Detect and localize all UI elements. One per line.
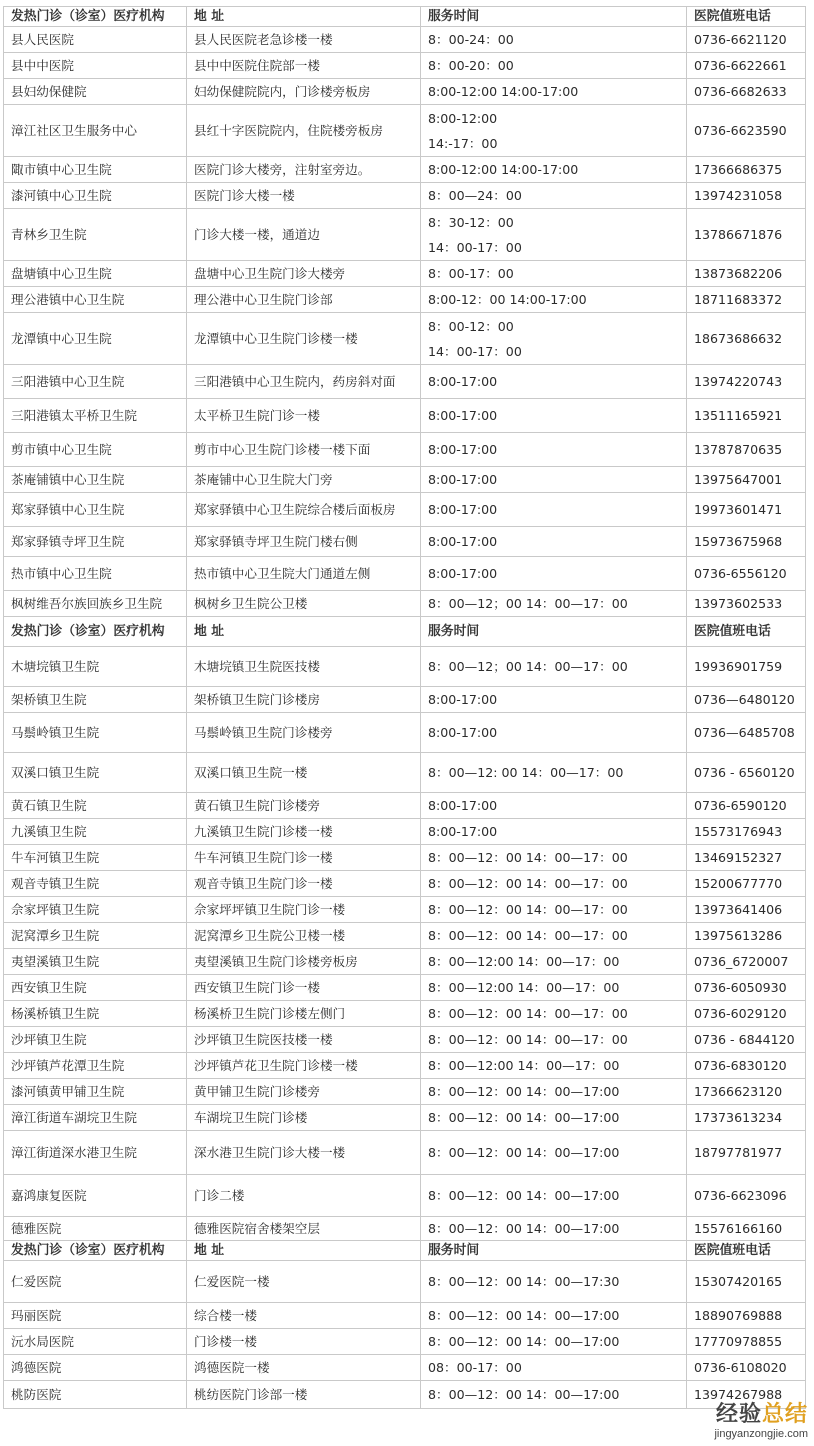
phone-cell: 13511165921 (687, 399, 806, 433)
institution-cell: 县妇幼保健院 (4, 79, 187, 105)
hours-line: 8:00-17:00 (428, 824, 498, 839)
hours-line: 8:00-17:00 (428, 692, 498, 707)
phone-cell: 0736-6556120 (687, 557, 806, 591)
hours-cell (421, 713, 687, 753)
hours-cell (421, 1261, 687, 1303)
phone-cell: 15576166160 (687, 1217, 806, 1241)
hours-line: 8：00—12：00 14：00—17:00 (428, 1084, 620, 1099)
phone-cell: 17366623120 (687, 1079, 806, 1105)
hours-cell (421, 1053, 687, 1079)
table-row (4, 819, 806, 845)
hours-line: 8:00-17:00 (428, 534, 498, 549)
address-cell: 黄石镇卫生院门诊楼旁 (187, 793, 421, 819)
institution-cell: 漆河镇黄甲铺卫生院 (4, 1079, 187, 1105)
table-row (4, 209, 806, 261)
institution-cell: 漳江社区卫生服务中心 (4, 105, 187, 157)
phone-cell: 17373613234 (687, 1105, 806, 1131)
hours-line: 8:00-17:00 (428, 472, 498, 487)
hours-line: 8：00—12：00 14：00—17:00 (428, 1110, 620, 1125)
institution-cell: 牛车河镇卫生院 (4, 845, 187, 871)
hours-line: 8：00—12：00 14：00—17：00 (428, 1006, 628, 1021)
hours-cell (421, 1079, 687, 1105)
phone-cell: 13975613286 (687, 923, 806, 949)
table-row (4, 793, 806, 819)
institution-cell: 漳江街道车湖垸卫生院 (4, 1105, 187, 1131)
phone-cell: 0736-6590120 (687, 793, 806, 819)
table-row (4, 433, 806, 467)
phone-cell: 13786671876 (687, 209, 806, 261)
hours-line: 8：00—12：00 14：00—17:00 (428, 1308, 620, 1323)
address-cell: 双溪口镇卫生院一楼 (187, 753, 421, 793)
hours-line: 8：00—12:00 14：00—17：00 (428, 1058, 620, 1073)
hours-cell (421, 365, 687, 399)
table-row (4, 1355, 806, 1381)
hours-cell (421, 949, 687, 975)
table-row (4, 1131, 806, 1175)
hours-cell (421, 433, 687, 467)
table-row (4, 591, 806, 617)
address-cell: 县红十字医院院内，住院楼旁板房 (187, 105, 421, 157)
table-row (4, 687, 806, 713)
table-row (4, 949, 806, 975)
phone-cell: 0736—6485708 (687, 713, 806, 753)
institution-cell: 漳江街道深水港卫生院 (4, 1131, 187, 1175)
institution-cell: 双溪口镇卫生院 (4, 753, 187, 793)
institution-cell: 玛丽医院 (4, 1303, 187, 1329)
address-cell: 医院门诊大楼一楼 (187, 183, 421, 209)
institution-cell: 县中中医院 (4, 53, 187, 79)
address-cell: 黄甲铺卫生院门诊楼旁 (187, 1079, 421, 1105)
hours-line: 14：00-17：00 (428, 239, 522, 255)
table-row (4, 527, 806, 557)
address-cell: 门诊楼一楼 (187, 1329, 421, 1355)
hours-line: 8：00-20：00 (428, 58, 514, 73)
phone-cell: 0736—6480120 (687, 687, 806, 713)
phone-cell: 0736-6622661 (687, 53, 806, 79)
hours-cell (421, 1131, 687, 1175)
institution-cell: 鸿德医院 (4, 1355, 187, 1381)
hours-cell (421, 157, 687, 183)
hours-cell (421, 493, 687, 527)
address-cell: 枫树乡卫生院公卫楼 (187, 591, 421, 617)
hours-cell (421, 793, 687, 819)
hours-line: 14：00-17：00 (428, 343, 522, 359)
table-row (4, 845, 806, 871)
hours-cell (421, 591, 687, 617)
phone-cell: 13974220743 (687, 365, 806, 399)
hours-cell (421, 27, 687, 53)
institution-cell: 茶庵铺镇中心卫生院 (4, 467, 187, 493)
institution-cell: 佘家坪镇卫生院 (4, 897, 187, 923)
table-row (4, 183, 806, 209)
hours-cell (421, 1303, 687, 1329)
hours-cell (421, 557, 687, 591)
hours-line: 8：00—12：00 14：00—17:30 (428, 1274, 620, 1289)
phone-cell: 0736-6108020 (687, 1355, 806, 1381)
header-address: 地 址 (187, 617, 421, 647)
phone-cell: 15973675968 (687, 527, 806, 557)
address-cell: 县中中医院住院部一楼 (187, 53, 421, 79)
table-row (4, 1053, 806, 1079)
address-cell: 门诊大楼一楼，通道边 (187, 209, 421, 261)
hours-line: 8：00—12：00 14：00—17：00 (428, 928, 628, 943)
hours-cell (421, 313, 687, 365)
institution-cell: 剪市镇中心卫生院 (4, 433, 187, 467)
institution-cell: 理公港镇中心卫生院 (4, 287, 187, 313)
hours-cell (421, 975, 687, 1001)
institution-cell: 杨溪桥镇卫生院 (4, 1001, 187, 1027)
table-row (4, 1381, 806, 1409)
table-row (4, 493, 806, 527)
hours-line: 8：00—12:00 14：00—17：00 (428, 954, 620, 969)
table-row (4, 713, 806, 753)
hours-cell (421, 79, 687, 105)
hours-line: 8：00—12：00 14：00—17：00 (428, 1032, 628, 1047)
institution-cell: 泥窝潭乡卫生院 (4, 923, 187, 949)
address-cell: 泥窝潭乡卫生院公卫楼一楼 (187, 923, 421, 949)
hours-line: 8:00-17:00 (428, 442, 498, 457)
address-cell: 龙潭镇中心卫生院门诊楼一楼 (187, 313, 421, 365)
phone-cell: 17366686375 (687, 157, 806, 183)
phone-cell: 0736-6621120 (687, 27, 806, 53)
institution-cell: 县人民医院 (4, 27, 187, 53)
phone-cell: 18711683372 (687, 287, 806, 313)
institution-cell: 漆河镇中心卫生院 (4, 183, 187, 209)
table-row (4, 923, 806, 949)
hours-line: 8：00—12；00 14：00—17：00 (428, 596, 628, 611)
watermark-site-pre: 经验 (715, 1401, 762, 1427)
hours-line: 8：00-12：00 (428, 318, 514, 334)
header-institution: 发热门诊（诊室）医疗机构 (4, 617, 187, 647)
hours-line: 8:00-17:00 (428, 374, 498, 389)
institution-cell: 黄石镇卫生院 (4, 793, 187, 819)
phone-cell: 18797781977 (687, 1131, 806, 1175)
table-row (4, 975, 806, 1001)
hours-line: 8：00—12：00 14：00—17：00 (428, 902, 628, 917)
phone-cell: 13469152327 (687, 845, 806, 871)
institution-cell: 沙坪镇卫生院 (4, 1027, 187, 1053)
header-address: 地 址 (187, 7, 421, 27)
header-institution: 发热门诊（诊室）医疗机构 (4, 1241, 187, 1261)
watermark (714, 1397, 808, 1440)
address-cell: 马鬃岭镇卫生院门诊楼旁 (187, 713, 421, 753)
table-row (4, 1079, 806, 1105)
hours-cell (421, 1217, 687, 1241)
institution-cell: 郑家驿镇寺坪卫生院 (4, 527, 187, 557)
header-phone: 医院值班电话 (687, 7, 806, 27)
header-phone: 医院值班电话 (687, 1241, 806, 1261)
hours-cell (421, 1175, 687, 1217)
phone-cell: 18673686632 (687, 313, 806, 365)
address-cell: 剪市中心卫生院门诊楼一楼下面 (187, 433, 421, 467)
hours-cell (421, 753, 687, 793)
institution-cell: 青林乡卫生院 (4, 209, 187, 261)
hours-line: 8：00—24：00 (428, 188, 522, 203)
institution-cell: 郑家驿镇中心卫生院 (4, 493, 187, 527)
hours-cell (421, 527, 687, 557)
table-row (4, 1001, 806, 1027)
table-row (4, 287, 806, 313)
hours-cell (421, 261, 687, 287)
phone-cell: 17770978855 (687, 1329, 806, 1355)
hours-line: 8：30-12：00 (428, 214, 514, 230)
phone-cell: 15307420165 (687, 1261, 806, 1303)
address-cell: 九溪镇卫生院门诊楼一楼 (187, 819, 421, 845)
table-row (4, 1105, 806, 1131)
watermark-site-name (714, 1397, 808, 1428)
phone-cell: 13974231058 (687, 183, 806, 209)
phone-cell: 15573176943 (687, 819, 806, 845)
table-header-row (4, 1241, 806, 1261)
phone-cell: 0736-6029120 (687, 1001, 806, 1027)
table-row (4, 871, 806, 897)
table-row (4, 53, 806, 79)
hours-cell (421, 53, 687, 79)
phone-cell: 0736-6623096 (687, 1175, 806, 1217)
address-cell: 热市镇中心卫生院大门通道左侧 (187, 557, 421, 591)
table-row (4, 261, 806, 287)
institution-cell: 九溪镇卫生院 (4, 819, 187, 845)
hours-line: 8：00—12；00 14：00—17：00 (428, 659, 628, 674)
hours-line: 14:-17：00 (428, 135, 498, 151)
hours-line: 8:00-17:00 (428, 566, 498, 581)
hours-cell (421, 183, 687, 209)
institution-cell: 陬市镇中心卫生院 (4, 157, 187, 183)
table-row (4, 79, 806, 105)
institution-cell: 德雅医院 (4, 1217, 187, 1241)
table-header-row (4, 617, 806, 647)
table-row (4, 897, 806, 923)
address-cell: 郑家驿镇中心卫生院综合楼后面板房 (187, 493, 421, 527)
table-row (4, 399, 806, 433)
phone-cell: 0736_6720007 (687, 949, 806, 975)
phone-cell: 13974267988 (687, 1381, 806, 1409)
address-cell: 牛车河镇卫生院门诊一楼 (187, 845, 421, 871)
address-cell: 门诊二楼 (187, 1175, 421, 1217)
hours-line: 8：00—12：00 14：00—17：00 (428, 876, 628, 891)
hours-cell (421, 647, 687, 687)
institution-cell: 架桥镇卫生院 (4, 687, 187, 713)
institution-cell: 三阳港镇中心卫生院 (4, 365, 187, 399)
address-cell: 夷望溪镇卫生院门诊楼旁板房 (187, 949, 421, 975)
address-cell: 医院门诊大楼旁，注射室旁边。 (187, 157, 421, 183)
hours-line: 8:00-12:00 14:00-17:00 (428, 162, 579, 177)
address-cell: 郑家驿镇寺坪卫生院门楼右侧 (187, 527, 421, 557)
institution-cell: 木塘垸镇卫生院 (4, 647, 187, 687)
address-cell: 佘家坪坪镇卫生院门诊一楼 (187, 897, 421, 923)
hours-cell (421, 105, 687, 157)
hours-line: 8：00—12：00 14：00—17:00 (428, 1334, 620, 1349)
phone-cell: 0736-6682633 (687, 79, 806, 105)
hours-line: 8：00—12：00 14：00—17:00 (428, 1387, 620, 1402)
institution-cell: 仁爱医院 (4, 1261, 187, 1303)
institution-cell: 马鬃岭镇卫生院 (4, 713, 187, 753)
hours-cell (421, 1105, 687, 1131)
table-row (4, 1027, 806, 1053)
phone-cell: 19936901759 (687, 647, 806, 687)
address-cell: 仁爱医院一楼 (187, 1261, 421, 1303)
hours-cell (421, 871, 687, 897)
table-row (4, 313, 806, 365)
header-institution: 发热门诊（诊室）医疗机构 (4, 7, 187, 27)
institution-cell: 沅水局医院 (4, 1329, 187, 1355)
phone-cell: 0736-6050930 (687, 975, 806, 1001)
table-row (4, 647, 806, 687)
institution-cell: 热市镇中心卫生院 (4, 557, 187, 591)
hours-line: 8：00-17：00 (428, 266, 514, 281)
table-row (4, 27, 806, 53)
hours-line: 08：00-17：00 (428, 1360, 522, 1375)
institution-cell: 夷望溪镇卫生院 (4, 949, 187, 975)
institution-cell: 沙坪镇芦花潭卫生院 (4, 1053, 187, 1079)
hours-line: 8：00—12：00 14：00—17:00 (428, 1188, 620, 1203)
hours-line: 8：00-24：00 (428, 32, 514, 47)
hours-line: 8:00-17:00 (428, 502, 498, 517)
institution-cell: 枫树维吾尔族回族乡卫生院 (4, 591, 187, 617)
clinic-table (3, 6, 806, 1409)
header-hours: 服务时间 (421, 7, 687, 27)
hours-cell (421, 1381, 687, 1409)
phone-cell: 0736 - 6844120 (687, 1027, 806, 1053)
table-row (4, 1217, 806, 1241)
watermark-url: jingyanzongjie.com (714, 1428, 808, 1440)
hours-cell (421, 687, 687, 713)
table-row (4, 467, 806, 493)
address-cell: 桃纺医院门诊部一楼 (187, 1381, 421, 1409)
address-cell: 架桥镇卫生院门诊楼房 (187, 687, 421, 713)
institution-cell: 桃防医院 (4, 1381, 187, 1409)
header-phone: 医院值班电话 (687, 617, 806, 647)
institution-cell: 嘉鸿康复医院 (4, 1175, 187, 1217)
address-cell: 太平桥卫生院门诊一楼 (187, 399, 421, 433)
phone-cell: 0736-6623590 (687, 105, 806, 157)
hours-cell (421, 209, 687, 261)
institution-cell: 三阳港镇太平桥卫生院 (4, 399, 187, 433)
table-row (4, 1303, 806, 1329)
address-cell: 县人民医院老急诊楼一楼 (187, 27, 421, 53)
address-cell: 妇幼保健院院内，门诊楼旁板房 (187, 79, 421, 105)
phone-cell: 18890769888 (687, 1303, 806, 1329)
table-row (4, 105, 806, 157)
hours-line: 8：00—12: 00 14：00—17：00 (428, 765, 624, 780)
hours-line: 8:00-12:00 (428, 110, 498, 126)
hours-line: 8:00-17:00 (428, 798, 498, 813)
header-address: 地 址 (187, 1241, 421, 1261)
phone-cell: 0736-6830120 (687, 1053, 806, 1079)
hours-line: 8：00—12：00 14：00—17：00 (428, 850, 628, 865)
hours-cell (421, 1001, 687, 1027)
hours-cell (421, 1355, 687, 1381)
address-cell: 盘塘中心卫生院门诊大楼旁 (187, 261, 421, 287)
address-cell: 西安镇卫生院门诊一楼 (187, 975, 421, 1001)
hours-cell (421, 287, 687, 313)
hours-cell (421, 399, 687, 433)
phone-cell: 13973602533 (687, 591, 806, 617)
institution-cell: 观音寺镇卫生院 (4, 871, 187, 897)
hours-line: 8：00—12：00 14：00—17:00 (428, 1221, 620, 1236)
phone-cell: 15200677770 (687, 871, 806, 897)
hours-line: 8:00-17:00 (428, 725, 498, 740)
address-cell: 三阳港镇中心卫生院内，药房斜对面 (187, 365, 421, 399)
hours-cell (421, 897, 687, 923)
hours-cell (421, 467, 687, 493)
table-row (4, 1329, 806, 1355)
hours-line: 8:00-12:00 14:00-17:00 (428, 84, 579, 99)
address-cell: 德雅医院宿舍楼架空层 (187, 1217, 421, 1241)
phone-cell: 19973601471 (687, 493, 806, 527)
table-row (4, 1261, 806, 1303)
hours-cell (421, 1329, 687, 1355)
address-cell: 茶庵铺中心卫生院大门旁 (187, 467, 421, 493)
phone-cell: 13873682206 (687, 261, 806, 287)
hours-line: 8:00-17:00 (428, 408, 498, 423)
table-row (4, 1175, 806, 1217)
address-cell: 深水港卫生院门诊大楼一楼 (187, 1131, 421, 1175)
institution-cell: 盘塘镇中心卫生院 (4, 261, 187, 287)
phone-cell: 13975647001 (687, 467, 806, 493)
hours-line: 8：00—12：00 14：00—17:00 (428, 1145, 620, 1160)
institution-cell: 西安镇卫生院 (4, 975, 187, 1001)
hours-line: 8：00—12:00 14：00—17：00 (428, 980, 620, 995)
phone-cell: 13973641406 (687, 897, 806, 923)
phone-cell: 13787870635 (687, 433, 806, 467)
table-row (4, 157, 806, 183)
address-cell: 车湖垸卫生院门诊楼 (187, 1105, 421, 1131)
table-row (4, 365, 806, 399)
hours-cell (421, 1027, 687, 1053)
address-cell: 鸿德医院一楼 (187, 1355, 421, 1381)
address-cell: 沙坪镇卫生院医技楼一楼 (187, 1027, 421, 1053)
phone-cell: 0736 - 6560120 (687, 753, 806, 793)
header-hours: 服务时间 (421, 617, 687, 647)
address-cell: 观音寺镇卫生院门诊一楼 (187, 871, 421, 897)
hours-line: 8:00-12：00 14:00-17:00 (428, 292, 587, 307)
hours-cell (421, 845, 687, 871)
watermark-site-hl: 总结 (761, 1401, 808, 1427)
hours-cell (421, 923, 687, 949)
table-header-row (4, 7, 806, 27)
address-cell: 木塘垸镇卫生院医技楼 (187, 647, 421, 687)
address-cell: 沙坪镇芦花卫生院门诊楼一楼 (187, 1053, 421, 1079)
table-row (4, 557, 806, 591)
institution-cell: 龙潭镇中心卫生院 (4, 313, 187, 365)
header-hours: 服务时间 (421, 1241, 687, 1261)
hours-cell (421, 819, 687, 845)
address-cell: 综合楼一楼 (187, 1303, 421, 1329)
address-cell: 杨溪桥卫生院门诊楼左侧门 (187, 1001, 421, 1027)
address-cell: 理公港中心卫生院门诊部 (187, 287, 421, 313)
table-row (4, 753, 806, 793)
